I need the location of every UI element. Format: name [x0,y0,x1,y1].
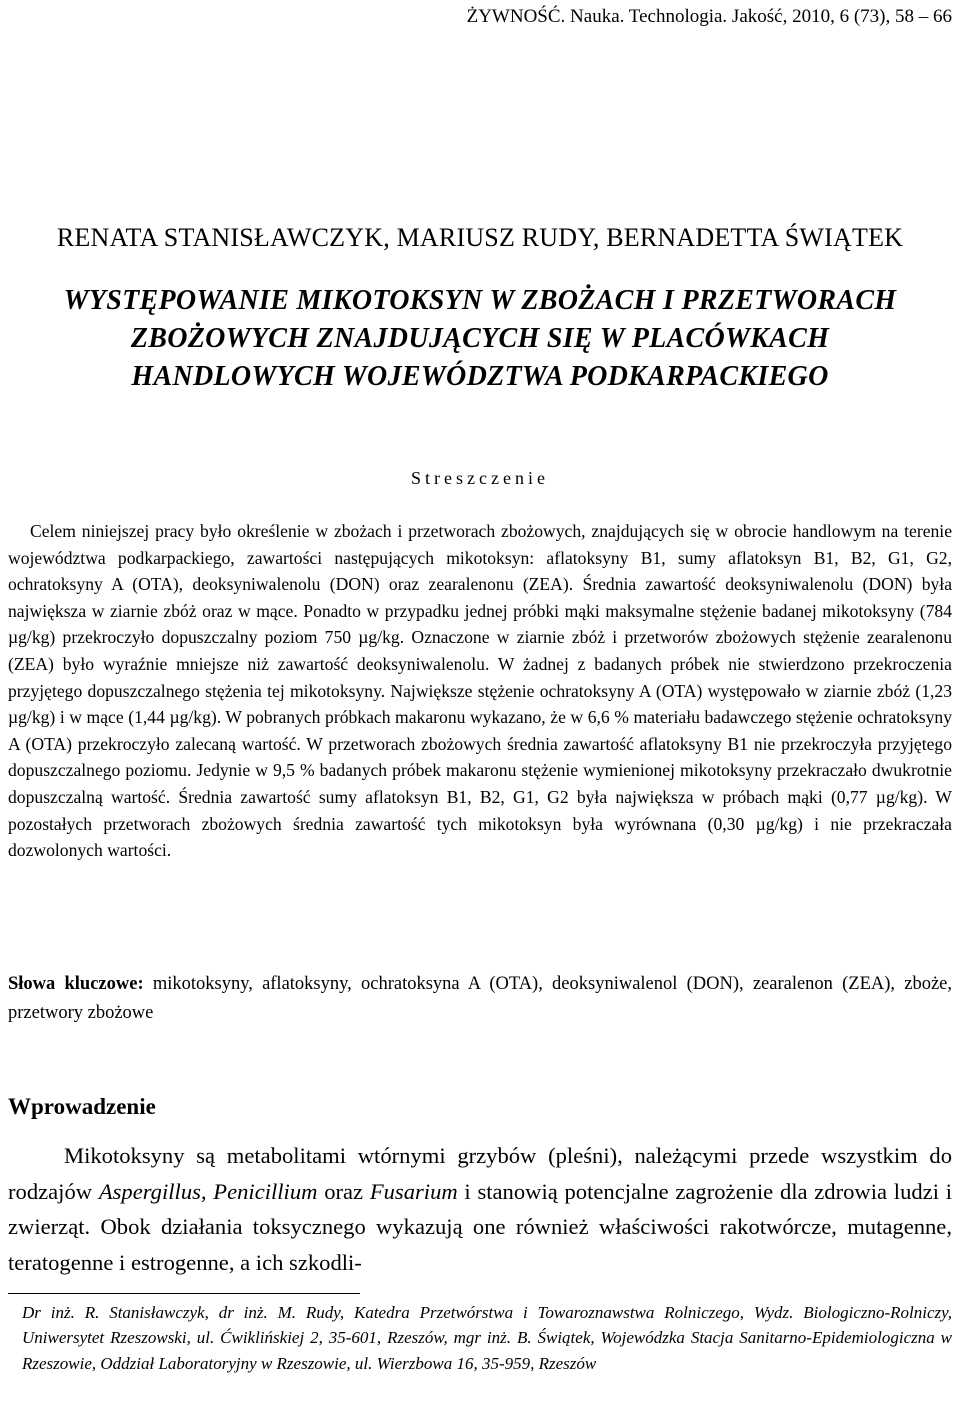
footnote-divider [8,1293,360,1294]
intro-text-3: i stanowią potencjalne zagrożenie dla zdrowia ludzi i zwierząt. Obok działania toksycznego wykazują one również właściwości rakotwórcze, mutagenne, teratogenne i estrogenne, a ich szkodli- [8,1178,952,1275]
journal-header: ŻYWNOŚĆ. Nauka. Technologia. Jakość, 2010, 6 (73), 58 – 66 [466,6,952,27]
introduction-body [8,1138,952,1280]
abstract-heading: Streszczenie [411,468,549,488]
footnote-affiliations: Dr inż. R. Stanisławczyk, dr inż. M. Rudy, Katedra Przetwórstwa i Towaroznawstwa Rolniczego, Wydz. Biologiczno-Rolniczy, Uniwersytet Rzeszowski, ul. Ćwiklińskiej 2, 35-601, Rzeszów, mgr inż. B. Świątek, Wojewódzka Stacja Sanitarno-Epidemiologiczna w Rzeszowie, Oddział Laboratoryjny w Rzeszowie, ul. Wierzbowa 16, 35-959, Rzeszów [22,1303,952,1373]
intro-text-1: Mikotoksyny są metabolitami wtórnymi grzybów (pleśni), należącymi przede wszystkim do rodzajów [8,1143,952,1204]
abstract [8,518,952,864]
keywords [8,970,952,1028]
author-list: RENATA STANISŁAWCZYK, MARIUSZ RUDY, BERNADETTA ŚWIĄTEK [56,223,904,252]
intro-text-2: oraz [317,1178,370,1204]
section-heading-introduction: Wprowadzenie [8,1094,156,1119]
keywords-text: mikotoksyny, aflatoksyny, ochratoksyna A (OTA), deoksyniwalenol (DON), zearalenon (ZEA), zboże, przetwory zbożowe [8,974,952,1023]
intro-genus-1: Aspergillus, Penicillium [98,1178,318,1204]
footnote [22,1300,952,1376]
intro-genus-2: Fusarium [369,1178,458,1204]
title-line-1: WYSTĘPOWANIE MIKOTOKSYN W ZBOŻACH I PRZETWORACH [63,285,897,316]
introduction-paragraph [8,1138,952,1280]
title-line-2: ZBOŻOWYCH ZNAJDUJĄCYCH SIĘ W PLACÓWKACH [130,323,830,354]
abstract-paragraph: Celem niniejszej pracy było określenie w zbożach i przetworach zbożowych, znajdujących się w obrocie handlowym na terenie województwa podkarpackiego, zawartości następujących mikotoksyn: aflatoksyny B1, sumy aflatoksyn B1, B2, G1, G2, ochratoksyny A (OTA), deoksyniwalenolu (DON) oraz zearalenonu (ZEA). Średnia zawartość deoksyniwalenolu (DON) była największa w ziarnie zbóż oraz w mące. Ponadto w przypadku jednej próbki mąki maksymalne stężenie badanej mikotoksyny (784 µg/kg) przekroczyło dopuszczalny poziom 750 µg/kg. Oznaczone w ziarnie zbóż i przetworów zbożowych stężenie zearalenonu (ZEA) było wyraźnie mniejsze niż zawartość deoksyniwalenolu. W żadnej z badanych próbek nie stwierdzono przekroczenia przyjętego dopuszczalnego stężenia tej mikotoksyny. Największe stężenie ochratoksyny A (OTA) występowało w ziarnie zbóż (1,23 µg/kg) i w mące (1,44 µg/kg). W pobranych próbkach makaronu wykazano, że w 6,6 % materiału badawczego stężenie ochratoksyny A (OTA) przekroczyło zalecaną wartość. W przetworach zbożowych średnia zawartość aflatoksyny B1 nie przekroczyła przyjętego dopuszczalnego poziomu. Jedynie w 9,5 % badanych próbek makaronu stężenie wymienionej mikotoksyny przekraczało dwukrotnie dopuszczalną wartość. Średnia zawartość sumy aflatoksyn B1, B2, G1, G2 była największa w próbach mąki (0,77 µg/kg). W pozostałych przetworach zbożowych średnia zawartość tych mikotoksyn była wyrównana (0,30 µg/kg) i nie przekraczała dozwolonych wartości. [8,521,952,861]
title-line-3: HANDLOWYCH WOJEWÓDZTWA PODKARPACKIEGO [131,361,829,392]
keywords-label: Słowa kluczowe: [8,974,144,994]
article-title [8,282,952,396]
